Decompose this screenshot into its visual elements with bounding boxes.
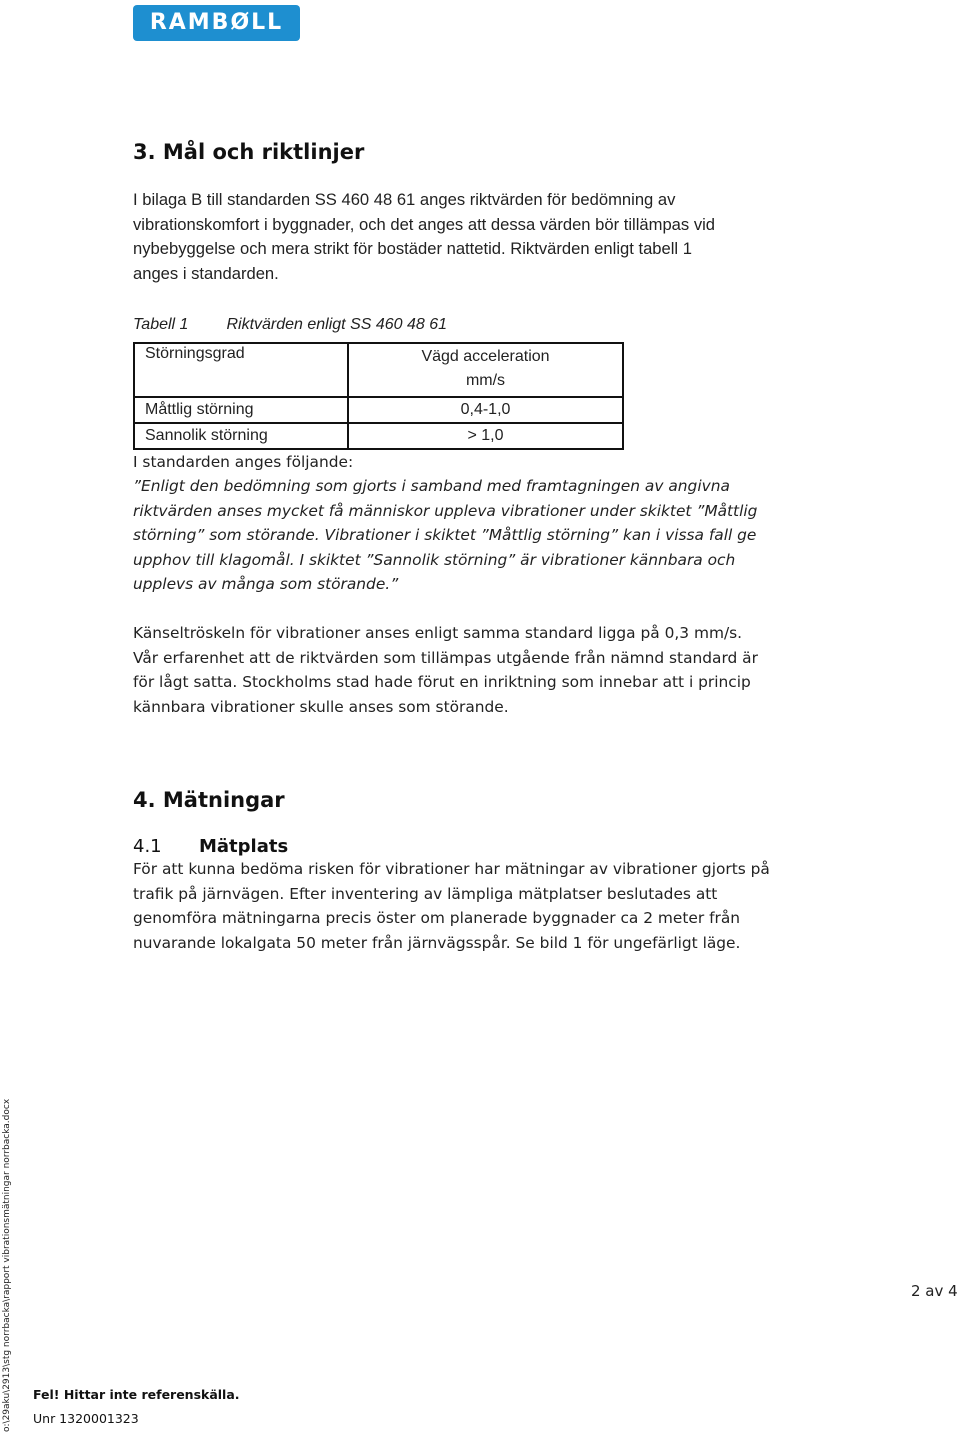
threshold-paragraph xyxy=(133,621,853,719)
header-weighted-acceleration xyxy=(348,343,623,397)
quote-line: störning” som störande. Vibrationer i skiktet ”Måttlig störning” kan i vissa fall ge xyxy=(133,526,757,544)
threshold-line: för lågt satta. Stockholms stad hade förut en inriktning som innebar att i princip xyxy=(133,673,751,691)
subsection-heading xyxy=(133,836,288,857)
row-value: 0,4-1,0 xyxy=(348,397,623,423)
table-caption-text: Riktvärden enligt SS 460 48 61 xyxy=(226,316,448,333)
section-4-heading: 4. Mätningar xyxy=(133,788,285,812)
file-path-margin-text: o:\29aku\2913\stg norrbacka\rapport vibrationsmätningar norrbacka.docx xyxy=(2,1098,12,1432)
vibration-guideline-table xyxy=(133,342,624,450)
measurement-line: genomföra mätningarna precis öster om planerade byggnader ca 2 meter från xyxy=(133,909,741,927)
standard-quote xyxy=(133,474,853,597)
page-number: 2 av 4 xyxy=(911,1282,958,1300)
measurement-line: nuvarande lokalgata 50 meter från järnvägsspår. Se bild 1 för ungefärligt läge. xyxy=(133,933,741,952)
measurement-paragraph xyxy=(133,857,853,955)
company-logo: RAMBØLL xyxy=(133,5,300,41)
intro-line: I bilaga B till standarden SS 460 48 61 anges riktvärden för bedömning av xyxy=(133,190,676,209)
section-3-heading: 3. Mål och riktlinjer xyxy=(133,140,365,164)
measurement-line: trafik på järnvägen. Efter inventering av lämpliga mätplatser beslutades att xyxy=(133,884,718,903)
table-caption-label: Tabell 1 xyxy=(133,316,189,333)
footer-document-number: Unr 1320001323 xyxy=(33,1411,139,1426)
threshold-line: kännbara vibrationer skulle anses som störande. xyxy=(133,697,509,716)
table-caption xyxy=(133,316,447,334)
measurement-line: För att kunna bedöma risken för vibrationer har mätningar av vibrationer gjorts på xyxy=(133,860,770,878)
intro-line: anges i standarden. xyxy=(133,263,279,283)
row-grade: Sannolik störning xyxy=(134,423,348,449)
subsection-number: 4.1 xyxy=(133,836,162,857)
quote-line: ”Enligt den bedömning som gjorts i samband med framtagningen av angivna xyxy=(133,477,730,495)
intro-line: nybebyggelse och mera strikt för bostäder nattetid. Riktvärden enligt tabell 1 xyxy=(133,239,692,258)
intro-line: vibrationskomfort i byggnader, och det anges att dessa värden bör tillämpas vid xyxy=(133,214,716,234)
header-unit: mm/s xyxy=(465,372,506,389)
threshold-line: Känseltröskeln för vibrationer anses enligt samma standard ligga på 0,3 mm/s. xyxy=(133,624,743,642)
subsection-title: Mätplats xyxy=(199,836,289,857)
header-acceleration-label: Vägd acceleration xyxy=(421,348,550,365)
quote-line: upplevs av många som störande.” xyxy=(133,575,399,593)
row-grade: Måttlig störning xyxy=(134,397,348,423)
threshold-line: Vår erfarenhet att de riktvärden som tillämpas utgående från nämnd standard är xyxy=(133,648,758,667)
quote-line: upphov till klagomål. I skiktet ”Sannolik störning” är vibrationer kännbara och xyxy=(133,550,736,569)
table-row xyxy=(134,397,623,423)
table-header-row xyxy=(134,343,623,397)
quote-line: riktvärden anses mycket få människor uppleva vibrationer under skiktet ”Måttlig xyxy=(133,501,758,520)
header-disturbance-grade: Störningsgrad xyxy=(134,343,348,397)
footer-reference-error: Fel! Hittar inte referenskälla. xyxy=(33,1387,240,1402)
intro-paragraph xyxy=(133,188,853,286)
standard-note: I standarden anges följande: xyxy=(133,453,354,471)
row-value: > 1,0 xyxy=(348,423,623,449)
table-row xyxy=(134,423,623,449)
